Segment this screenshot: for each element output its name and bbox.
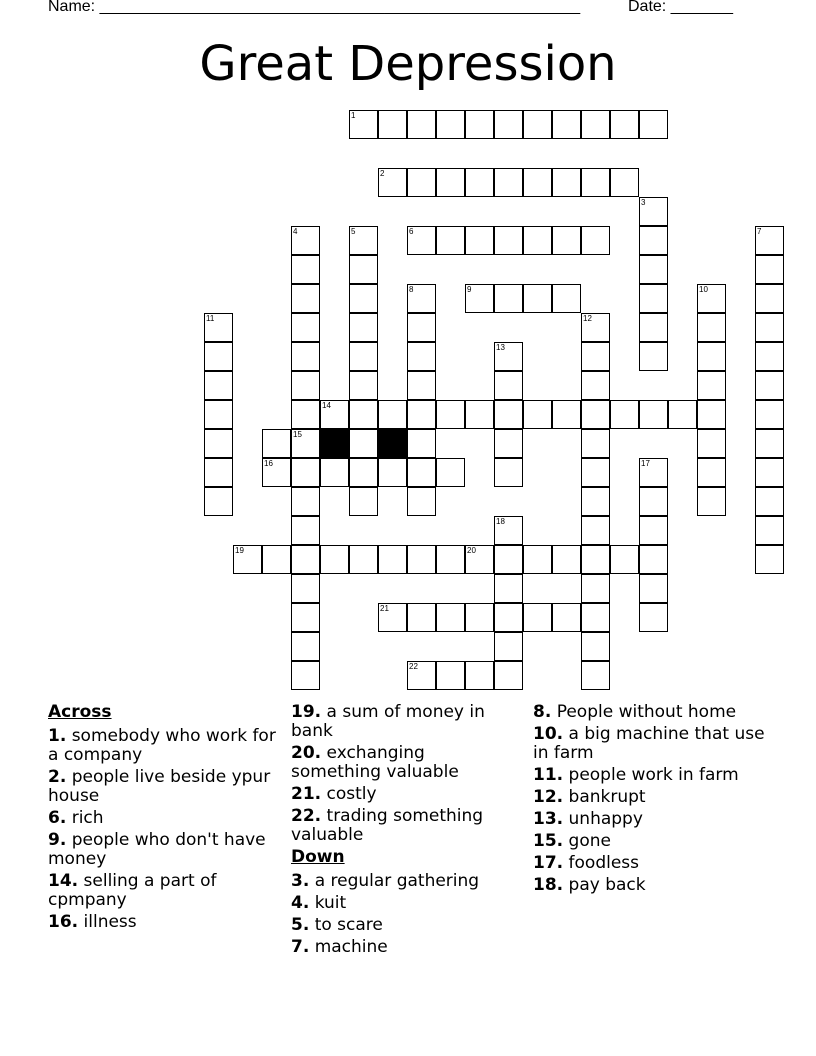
grid-cell[interactable] <box>755 429 784 458</box>
clue-item <box>48 809 288 828</box>
grid-cell[interactable] <box>349 429 378 458</box>
clue-label-number: 22. <box>291 806 322 826</box>
clue-item <box>48 913 288 932</box>
clue-label-number: 10. <box>533 724 564 744</box>
grid-cell[interactable] <box>523 400 552 429</box>
grid-cell[interactable] <box>436 110 465 139</box>
clue-item <box>291 807 511 845</box>
clue-label-number: 14. <box>48 871 79 891</box>
clue-number-21: 21 <box>380 604 389 613</box>
clue-text: trading something valuable <box>291 806 484 845</box>
grid-cell[interactable] <box>610 545 639 574</box>
grid-cell[interactable] <box>349 342 378 371</box>
grid-cell[interactable] <box>465 110 494 139</box>
grid-cell[interactable] <box>494 284 523 313</box>
grid-cell[interactable] <box>494 574 523 603</box>
grid-cell[interactable] <box>581 661 610 690</box>
clue-number-20: 20 <box>467 546 476 555</box>
grid-cell[interactable] <box>755 342 784 371</box>
grid-cell[interactable] <box>349 313 378 342</box>
clue-text: people who don't have money <box>48 830 266 869</box>
clue-label-number: 15. <box>533 831 564 851</box>
grid-cell[interactable] <box>639 516 668 545</box>
clue-label-number: 2. <box>48 767 67 787</box>
grid-cell[interactable] <box>204 429 233 458</box>
clue-number-17: 17 <box>641 459 650 468</box>
clue-number-18: 18 <box>496 517 505 526</box>
clue-text: costly <box>321 784 377 804</box>
clue-text: people live beside ypur house <box>48 767 271 806</box>
grid-cell[interactable] <box>639 110 668 139</box>
clue-text: a sum of money in bank <box>291 702 485 741</box>
clue-number-1: 1 <box>351 111 356 120</box>
grid-cell[interactable] <box>204 342 233 371</box>
grid-cell[interactable] <box>349 255 378 284</box>
grid-cell[interactable] <box>436 603 465 632</box>
grid-cell[interactable] <box>552 226 581 255</box>
clue-column-3 <box>533 703 773 898</box>
clue-text: illness <box>78 912 137 932</box>
grid-cell[interactable] <box>436 458 465 487</box>
grid-cell[interactable] <box>291 313 320 342</box>
clue-label-number: 19. <box>291 702 322 722</box>
clue-column-1 <box>48 703 288 935</box>
clue-column-2 <box>291 703 511 960</box>
date-line: Date: _______ <box>628 0 733 15</box>
grid-cell[interactable] <box>552 603 581 632</box>
clue-text: bankrupt <box>563 787 646 807</box>
grid-cell[interactable] <box>465 603 494 632</box>
clue-text: a big machine that use in farm <box>533 724 765 763</box>
clue-item <box>291 785 511 804</box>
grid-cell[interactable] <box>349 458 378 487</box>
clue-number-9: 9 <box>467 285 472 294</box>
grid-cell[interactable] <box>378 110 407 139</box>
clue-label-number: 18. <box>533 875 564 895</box>
grid-cell[interactable] <box>378 400 407 429</box>
clue-label-number: 20. <box>291 743 322 763</box>
clue-number-4: 4 <box>293 227 298 236</box>
clue-number-12: 12 <box>583 314 592 323</box>
grid-cell[interactable] <box>552 110 581 139</box>
clue-item <box>291 894 511 913</box>
grid-cell[interactable] <box>407 313 436 342</box>
clue-label-number: 16. <box>48 912 79 932</box>
grid-cell[interactable] <box>581 603 610 632</box>
grid-cell[interactable] <box>291 458 320 487</box>
clue-text: a regular gathering <box>309 871 480 891</box>
clue-item <box>533 876 773 895</box>
grid-cell[interactable] <box>465 168 494 197</box>
grid-cell[interactable] <box>494 110 523 139</box>
clue-label-number: 11. <box>533 765 564 785</box>
grid-cell[interactable] <box>639 574 668 603</box>
grid-cell[interactable] <box>639 284 668 313</box>
clue-item <box>533 788 773 807</box>
grid-cell[interactable] <box>349 400 378 429</box>
grid-cell[interactable] <box>755 284 784 313</box>
grid-cell[interactable] <box>494 545 523 574</box>
clue-number-15: 15 <box>293 430 302 439</box>
section-heading-across: Across <box>48 702 112 722</box>
grid-cell[interactable] <box>407 110 436 139</box>
clue-item <box>533 766 773 785</box>
grid-cell[interactable] <box>204 458 233 487</box>
grid-cell[interactable] <box>204 400 233 429</box>
clue-number-10: 10 <box>699 285 708 294</box>
grid-cell[interactable] <box>755 516 784 545</box>
grid-cell[interactable] <box>639 313 668 342</box>
grid-cell[interactable] <box>697 429 726 458</box>
grid-cell[interactable] <box>639 487 668 516</box>
black-cell <box>320 429 349 458</box>
grid-cell[interactable] <box>697 313 726 342</box>
clue-text: gone <box>563 831 611 851</box>
grid-cell[interactable] <box>494 400 523 429</box>
grid-cell[interactable] <box>581 545 610 574</box>
grid-cell[interactable] <box>407 168 436 197</box>
clue-number-16: 16 <box>264 459 273 468</box>
clue-number-13: 13 <box>496 343 505 352</box>
clue-label-number: 8. <box>533 702 552 722</box>
clue-item <box>291 744 511 782</box>
clue-item <box>533 832 773 851</box>
clue-number-7: 7 <box>757 227 762 236</box>
grid-cell[interactable] <box>581 632 610 661</box>
grid-cell[interactable] <box>349 487 378 516</box>
clue-item <box>533 725 773 763</box>
grid-cell[interactable] <box>697 371 726 400</box>
grid-cell[interactable] <box>552 284 581 313</box>
grid-cell[interactable] <box>755 458 784 487</box>
clue-label-number: 1. <box>48 726 67 746</box>
grid-cell[interactable] <box>204 487 233 516</box>
grid-cell[interactable] <box>697 400 726 429</box>
clue-number-11: 11 <box>206 314 215 323</box>
clue-item <box>291 916 511 935</box>
grid-cell[interactable] <box>552 400 581 429</box>
grid-cell[interactable] <box>465 226 494 255</box>
grid-cell[interactable] <box>436 400 465 429</box>
grid-cell[interactable] <box>494 661 523 690</box>
grid-cell[interactable] <box>581 400 610 429</box>
section-heading-down: Down <box>291 847 345 867</box>
grid-cell[interactable] <box>639 342 668 371</box>
grid-cell[interactable] <box>552 545 581 574</box>
grid-cell[interactable] <box>407 458 436 487</box>
grid-cell[interactable] <box>755 487 784 516</box>
clue-label-number: 17. <box>533 853 564 873</box>
grid-cell[interactable] <box>407 342 436 371</box>
clue-label-number: 3. <box>291 871 310 891</box>
clue-text: rich <box>66 808 104 828</box>
grid-cell[interactable] <box>639 400 668 429</box>
grid-cell[interactable] <box>465 400 494 429</box>
grid-cell[interactable] <box>639 226 668 255</box>
clue-number-6: 6 <box>409 227 414 236</box>
clue-text: People without home <box>551 702 737 722</box>
clue-text: somebody who work for a company <box>48 726 276 765</box>
grid-cell[interactable] <box>610 400 639 429</box>
grid-cell[interactable] <box>581 342 610 371</box>
grid-cell[interactable] <box>581 226 610 255</box>
clue-text: kuit <box>309 893 347 913</box>
grid-cell[interactable] <box>436 226 465 255</box>
clue-text: to scare <box>309 915 383 935</box>
grid-cell[interactable] <box>581 458 610 487</box>
clue-text: machine <box>309 937 388 957</box>
grid-cell[interactable] <box>407 545 436 574</box>
clue-item <box>291 938 511 957</box>
grid-cell[interactable] <box>494 632 523 661</box>
grid-cell[interactable] <box>639 255 668 284</box>
grid-cell[interactable] <box>494 603 523 632</box>
grid-cell[interactable] <box>523 603 552 632</box>
clue-item <box>48 872 288 910</box>
clue-number-2: 2 <box>380 169 385 178</box>
clue-number-22: 22 <box>409 662 418 671</box>
clue-number-8: 8 <box>409 285 414 294</box>
grid-cell[interactable] <box>407 487 436 516</box>
black-cell <box>378 429 407 458</box>
grid-cell[interactable] <box>407 603 436 632</box>
clue-item <box>291 703 511 741</box>
grid-cell[interactable] <box>291 516 320 545</box>
clue-text: pay back <box>563 875 646 895</box>
clue-label-number: 7. <box>291 937 310 957</box>
grid-cell[interactable] <box>262 545 291 574</box>
clue-item <box>533 854 773 873</box>
grid-cell[interactable] <box>378 545 407 574</box>
grid-cell[interactable] <box>523 284 552 313</box>
clue-text: unhappy <box>563 809 643 829</box>
clue-item <box>533 810 773 829</box>
clue-label-number: 5. <box>291 915 310 935</box>
grid-cell[interactable] <box>668 400 697 429</box>
clue-text: people work in farm <box>563 765 739 785</box>
grid-cell[interactable] <box>581 168 610 197</box>
clue-number-3: 3 <box>641 198 646 207</box>
grid-cell[interactable] <box>436 545 465 574</box>
grid-cell[interactable] <box>291 255 320 284</box>
grid-cell[interactable] <box>581 574 610 603</box>
grid-cell[interactable] <box>349 371 378 400</box>
grid-cell[interactable] <box>581 371 610 400</box>
grid-cell[interactable] <box>320 458 349 487</box>
grid-cell[interactable] <box>291 284 320 313</box>
clue-label-number: 13. <box>533 809 564 829</box>
grid-cell[interactable] <box>523 226 552 255</box>
grid-cell[interactable] <box>407 371 436 400</box>
grid-cell[interactable] <box>581 110 610 139</box>
grid-cell[interactable] <box>755 313 784 342</box>
grid-cell[interactable] <box>262 429 291 458</box>
grid-cell[interactable] <box>755 255 784 284</box>
grid-cell[interactable] <box>610 168 639 197</box>
grid-cell[interactable] <box>697 458 726 487</box>
grid-cell[interactable] <box>697 342 726 371</box>
grid-cell[interactable] <box>291 661 320 690</box>
grid-cell[interactable] <box>291 342 320 371</box>
grid-cell[interactable] <box>494 168 523 197</box>
grid-cell[interactable] <box>465 661 494 690</box>
grid-cell[interactable] <box>291 574 320 603</box>
grid-cell[interactable] <box>494 458 523 487</box>
grid-cell[interactable] <box>291 603 320 632</box>
grid-cell[interactable] <box>291 371 320 400</box>
puzzle-title: Great Depression <box>199 36 617 92</box>
grid-cell[interactable] <box>581 516 610 545</box>
grid-cell[interactable] <box>291 487 320 516</box>
clue-text: foodless <box>563 853 640 873</box>
grid-cell[interactable] <box>610 110 639 139</box>
clue-item <box>48 768 288 806</box>
grid-cell[interactable] <box>349 284 378 313</box>
grid-cell[interactable] <box>349 545 378 574</box>
grid-cell[interactable] <box>204 371 233 400</box>
grid-cell[interactable] <box>494 371 523 400</box>
grid-cell[interactable] <box>755 545 784 574</box>
grid-cell[interactable] <box>523 110 552 139</box>
grid-cell[interactable] <box>378 458 407 487</box>
grid-cell[interactable] <box>407 429 436 458</box>
clue-item <box>533 703 773 722</box>
grid-cell[interactable] <box>494 226 523 255</box>
clue-number-14: 14 <box>322 401 331 410</box>
clue-number-19: 19 <box>235 546 244 555</box>
clue-label-number: 9. <box>48 830 67 850</box>
clue-item <box>48 727 288 765</box>
clue-item <box>291 872 511 891</box>
grid-cell[interactable] <box>320 545 349 574</box>
clue-number-5: 5 <box>351 227 356 236</box>
clue-label-number: 4. <box>291 893 310 913</box>
grid-cell[interactable] <box>494 429 523 458</box>
grid-cell[interactable] <box>436 661 465 690</box>
grid-cell[interactable] <box>523 545 552 574</box>
name-line: Name: ______________________________________________________ <box>48 0 581 15</box>
grid-cell[interactable] <box>639 603 668 632</box>
clue-text: selling a part of cpmpany <box>48 871 217 910</box>
grid-cell[interactable] <box>755 400 784 429</box>
grid-cell[interactable] <box>639 545 668 574</box>
grid-cell[interactable] <box>552 168 581 197</box>
grid-cell[interactable] <box>291 545 320 574</box>
grid-cell[interactable] <box>755 371 784 400</box>
clue-label-number: 21. <box>291 784 322 804</box>
grid-cell[interactable] <box>581 429 610 458</box>
grid-cell[interactable] <box>436 168 465 197</box>
grid-cell[interactable] <box>581 487 610 516</box>
clue-item <box>48 831 288 869</box>
clue-label-number: 12. <box>533 787 564 807</box>
grid-cell[interactable] <box>407 400 436 429</box>
grid-cell[interactable] <box>291 400 320 429</box>
grid-cell[interactable] <box>523 168 552 197</box>
clue-label-number: 6. <box>48 808 67 828</box>
clue-text: exchanging something valuable <box>291 743 459 782</box>
grid-cell[interactable] <box>697 487 726 516</box>
grid-cell[interactable] <box>291 632 320 661</box>
